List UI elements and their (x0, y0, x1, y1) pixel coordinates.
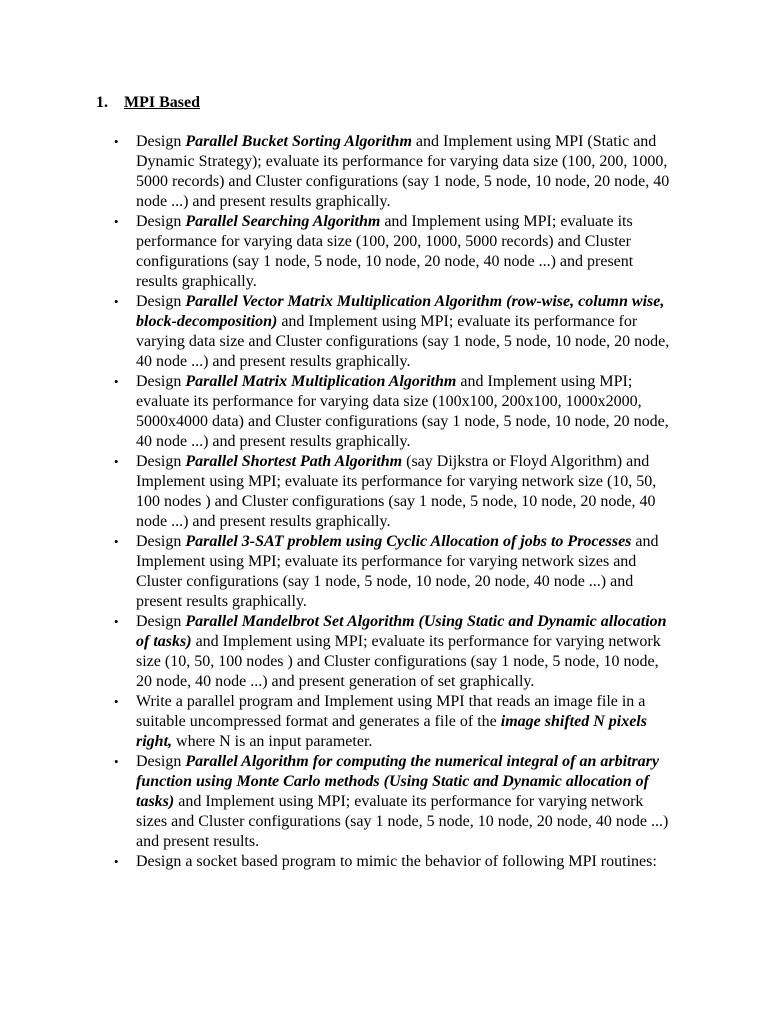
body-text: and Implement using MPI; evaluate its performance for varying network sizes and Cluster configurations (say 1 node, 5 node, 10 node, 20 node, 40 node ...) and present results. (136, 793, 669, 850)
section-number: 1. (96, 94, 108, 111)
body-text: and Implement using MPI; evaluate its performance for varying network size (10, 50, 100 nodes ) and Cluster configurations (say 1 node, 5 node, 10 node, 20 node, 40 node ...) and present generation of set graphically. (136, 633, 661, 690)
body-text: Write a parallel program and Implement using MPI that reads an image file in a suitable uncompressed format and generates a file of the (136, 693, 646, 730)
bullet-icon: • (114, 754, 119, 769)
body-text: Design (136, 373, 186, 390)
body-text: and Implement using MPI; evaluate its performance for varying data size and Cluster configurations (say 1 node, 5 node, 10 node, 20 node, 40 node ...) and present results graphically. (136, 313, 670, 370)
body-text: Design (136, 533, 186, 550)
emphasized-text: Parallel 3-SAT problem using Cyclic Allocation of jobs to Processes (185, 533, 632, 550)
section-title: MPI Based (124, 94, 200, 111)
body-text: Design (136, 453, 186, 470)
body-text: Design (136, 613, 186, 630)
bullet-icon: • (114, 534, 119, 549)
body-text: and Implement using MPI; evaluate its performance for varying network sizes and Cluster configurations (say 1 node, 5 node, 10 node, 20 node, 40 node ...) and present results graphically. (136, 533, 659, 610)
body-text: Design (136, 753, 186, 770)
bullet-icon: • (114, 294, 119, 309)
list-item (114, 292, 674, 372)
emphasized-text: image shifted N pixels right, (136, 713, 647, 750)
emphasized-text: Parallel Bucket Sorting Algorithm (185, 133, 412, 150)
bullet-icon: • (114, 214, 119, 229)
section-heading (96, 93, 200, 113)
list-item (114, 532, 674, 612)
bullet-icon: • (114, 854, 119, 869)
body-text: (say Dijkstra or Floyd Algorithm) and Implement using MPI; evaluate its performance for varying network size (10, 50, 100 nodes ) and Cluster configurations (say 1 node, 5 node, 10 node, 20 node, 40 node ...) and present results graphically. (136, 453, 657, 530)
body-text: and Implement using MPI; evaluate its performance for varying data size (100x100, 200x100, 1000x2000, 5000x4000 data) and Cluster configurations (say 1 node, 5 node, 10 node, 20 node, 40 node ...) and present results graphically. (136, 373, 669, 450)
bullet-icon: • (114, 374, 119, 389)
list-item (114, 452, 674, 532)
body-text: and Implement using MPI; evaluate its performance for varying data size (100, 200, 1000, 5000 records) and Cluster configurations (say 1 node, 5 node, 10 node, 20 node, 40 node ...) and present results graphically. (136, 213, 634, 290)
emphasized-text: Parallel Vector Matrix Multiplication Algorithm (row-wise, column wise, block-decomposition) (136, 293, 665, 330)
body-text: Design (136, 293, 186, 310)
emphasized-text: Parallel Matrix Multiplication Algorithm (185, 373, 457, 390)
body-text: and Implement using MPI (Static and Dynamic Strategy); evaluate its performance for varying data size (100, 200, 1000, 5000 records) and Cluster configurations (say 1 node, 5 node, 10 node, 20 node, 40 node ...) and present results graphically. (136, 133, 670, 210)
list-item (114, 752, 674, 852)
body-text: where N is an input parameter. (172, 733, 373, 750)
body-text: Design (136, 133, 186, 150)
emphasized-text: Parallel Algorithm for computing the numerical integral of an arbitrary function using Monte Carlo methods (Using Static and Dynamic allocation of tasks) (136, 753, 660, 810)
list-item (114, 372, 674, 452)
body-text: Design a socket based program to mimic the behavior of following MPI routines: (136, 853, 657, 870)
bullet-icon: • (114, 694, 119, 709)
list-item (114, 212, 674, 292)
list-item (114, 132, 674, 212)
list-item (114, 852, 674, 872)
list-item (114, 612, 674, 692)
requirements-list (114, 132, 674, 872)
bullet-icon: • (114, 454, 119, 469)
emphasized-text: Parallel Searching Algorithm (185, 213, 381, 230)
body-text: Design (136, 213, 186, 230)
list-item (114, 692, 674, 752)
bullet-icon: • (114, 134, 119, 149)
emphasized-text: Parallel Mandelbrot Set Algorithm (Using Static and Dynamic allocation of tasks) (136, 613, 667, 650)
bullet-icon: • (114, 614, 119, 629)
emphasized-text: Parallel Shortest Path Algorithm (185, 453, 403, 470)
